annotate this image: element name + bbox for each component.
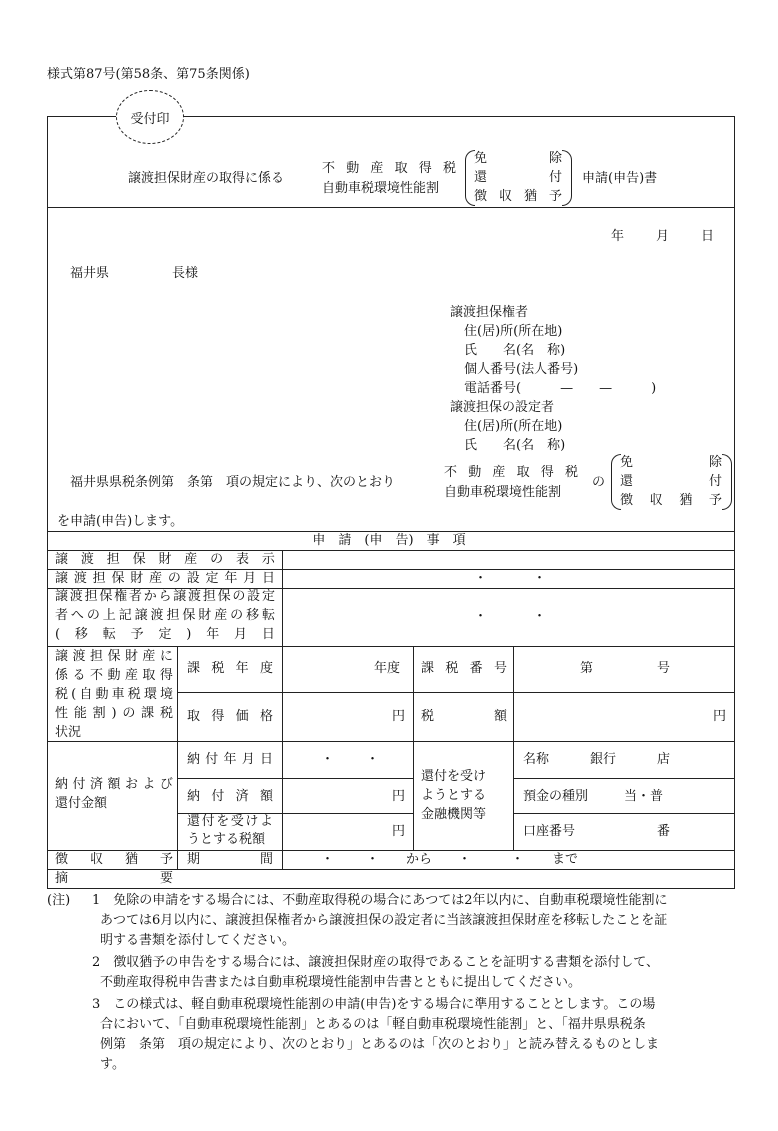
deferral-label: 徴 収 猶 予 [55,852,173,867]
holder-label: 譲渡担保権者 [450,305,529,320]
table-line [177,646,178,869]
period-label: 期 間 [187,852,273,867]
statement-opt-deferral: 徴 収 猶 予 [620,493,722,508]
statement-paren-right [722,454,732,510]
title-opt-exempt: 免 除 [474,151,562,166]
transfer-dot-2: ・ [533,609,547,624]
tax-no-label: 課 税 番 号 [421,661,507,676]
table-line [513,778,735,779]
statement-opt-refund: 還 付 [620,474,722,489]
bank-suffix: 銀行 [590,752,617,767]
holder-id: 個人番号(法人番号) [464,362,579,377]
title-paren-right [562,150,572,206]
pay-date-label: 納 付 年 月 日 [187,752,273,767]
recipient-title: 長様 [172,266,199,281]
table-line [413,646,414,850]
period-from: から [406,852,433,867]
title-suffix: 申請(申告)書 [582,171,658,186]
table-line [177,778,413,779]
period-dot-4: ・ [511,852,525,867]
tax-status-label-4: 性 能 割 ) の 課 税 [55,706,173,721]
paid-label: 納 付 済 額 [187,789,273,804]
tax-amount-yen: 円 [713,709,727,724]
setter-address: 住(居)所(所在地) [464,419,563,434]
tax-year-label: 課 税 年 度 [187,661,273,676]
notes-label: (注) [47,893,71,908]
title-opt-refund: 還 付 [474,170,562,185]
note-3-line-3: 例第 条第 項の規定により、次のとおり」とあるのは「次のとおり」と読み替えるものとしま [100,1037,660,1052]
tax-year-unit: 年度 [374,661,401,676]
tax-status-label-5: 状況 [55,725,82,740]
row-transfer-label-2: 者 へ の 上 記 譲 渡 担 保 財 産 の 移 転 [55,608,275,623]
receipt-stamp: 受付印 [116,90,184,144]
statement-no: の [592,475,606,490]
row-transfer-label-3: ( 移 転 予 定 ) 年 月 日 [55,627,275,642]
title-tax1: 不 動 産 取 得 税 [322,161,456,176]
statement-tax2: 自動車税環境性能割 [444,485,562,500]
note-3-line-4: す。 [100,1057,125,1072]
title-opt-deferral: 徴 収 猶 予 [474,189,562,204]
acq-price-yen: 円 [392,709,406,724]
table-line [47,646,735,647]
table-line [177,692,735,693]
title-divider [47,207,735,208]
title-prefix: 譲渡担保財産の取得に係る [128,171,285,186]
table-line [282,646,283,869]
paid-yen: 円 [392,789,406,804]
bank-label-2: ようとする [421,788,487,803]
refund-amount-yen: 円 [392,824,406,839]
statement-tax1: 不 動 産 取 得 税 [444,465,578,480]
account-suffix: 番 [657,824,671,839]
pay-date-dot-1: ・ [321,752,335,767]
date-year: 年 [611,229,625,244]
account-label: 口座番号 [523,824,576,839]
table-line [47,532,48,888]
period-dot-2: ・ [366,852,380,867]
tax-status-label-3: 税 ( 自 動 車 税 環 境 [55,687,173,702]
set-date-dot-2: ・ [533,571,547,586]
bank-label-1: 還付を受け [421,769,487,784]
statement-end: を申請(申告)します。 [57,514,184,529]
paid-refund-label-2: 還付金額 [55,796,108,811]
bank-label-3: 金融機関等 [421,807,487,822]
refund-amount-label-1: 還 付 を 受 け よ [187,814,273,829]
table-line [734,532,735,888]
holder-address: 住(居)所(所在地) [464,324,563,339]
transfer-dot-1: ・ [474,609,488,624]
tax-no-go: 号 [657,661,671,676]
bank-name-label: 名称 [523,752,550,767]
row-transfer-label-1: 譲 渡 担 保 権 者 か ら 譲 渡 担 保 の 設 定 [55,589,275,604]
period-until: まで [552,852,579,867]
tax-status-label-1: 譲 渡 担 保 財 産 に [55,649,173,664]
form-number: 様式第87号(第58条、第75条関係) [47,67,250,82]
set-date-dot-1: ・ [474,571,488,586]
tax-amount-label: 税 額 [421,709,507,724]
table-header: 申 請 (申 告) 事 項 [312,533,466,548]
period-dot-1: ・ [321,852,335,867]
tax-no-dai: 第 [580,661,594,676]
table-line [282,550,283,646]
date-day: 日 [701,229,715,244]
note-3-line-1: 3 この様式は、軽自動車税環境性能割の申請(申告)をする場合に準用することとします。この場 [92,997,656,1012]
note-1-line-1: 1 免除の申請をする場合には、不動産取得税の場合にあつては2年以内に、自動車税環境性能割に [92,893,668,908]
setter-label: 譲渡担保の設定者 [450,400,555,415]
note-2-line-1: 2 徴収猶予の申告をする場合には、譲渡担保財産の取得であることを証明する書類を添付して、 [92,955,660,970]
remarks-label: 摘 要 [55,871,173,886]
branch-suffix: 店 [657,752,671,767]
table-line [47,741,735,742]
holder-phone: 電話番号( — — ) [464,381,657,396]
statement-text: 福井県県税条例第 条第 項の規定により、次のとおり [70,475,396,490]
note-2-line-2: 不動産取得税申告書または自動車税環境性能割申告書とともに提出してください。 [100,975,582,990]
table-line [513,646,514,850]
deposit-type-label: 預金の種別 [523,789,589,804]
table-line [513,813,735,814]
date-month: 月 [656,229,670,244]
table-line [47,888,735,889]
note-1-line-2: あつては6月以内に、譲渡担保権者から譲渡担保の設定者に当該譲渡担保財産を移転したことを証 [100,913,668,928]
note-1-line-3: 明する書類を添付してください。 [100,933,296,948]
row-property-label: 譲 渡 担 保 財 産 の 表 示 [55,552,275,567]
paid-refund-label-1: 納 付 済 額 お よ び [55,777,173,792]
note-3-line-2: 合において、「自動車税環境性能割」とあるのは「軽自動車税環境性能割」と、「福井県県税条 [100,1017,646,1032]
row-set-date-label: 譲 渡 担 保 財 産 の 設 定 年 月 日 [55,571,275,586]
acq-price-label: 取 得 価 格 [187,709,273,724]
recipient-pref: 福井県 [70,266,110,281]
deposit-type-options: 当・普 [624,789,664,804]
holder-name: 氏 名(名 称) [464,343,566,358]
tax-status-label-2: 係 る 不 動 産 取 得 [55,668,173,683]
setter-name: 氏 名(名 称) [464,438,566,453]
pay-date-dot-2: ・ [366,752,380,767]
period-dot-3: ・ [458,852,472,867]
statement-opt-exempt: 免 除 [620,455,722,470]
title-tax2: 自動車税環境性能割 [322,181,440,196]
refund-amount-label-2: うとする税額 [187,832,266,847]
